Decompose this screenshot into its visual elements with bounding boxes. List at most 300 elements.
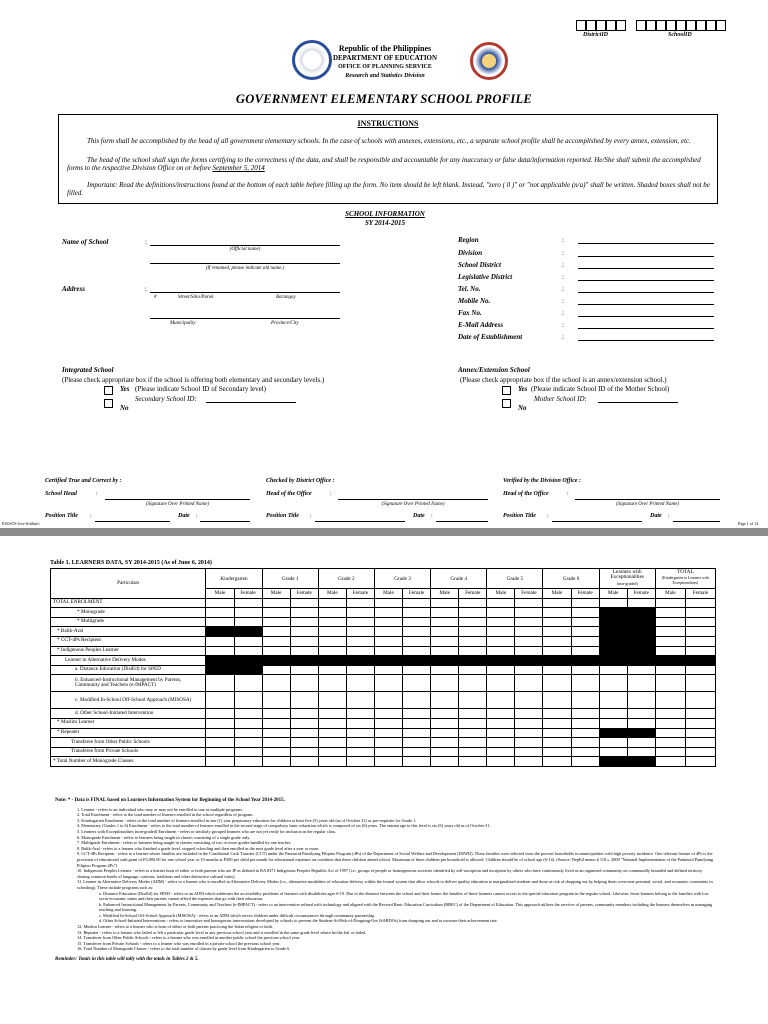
data-cell[interactable] <box>599 709 627 719</box>
data-cell[interactable] <box>459 728 487 738</box>
data-cell[interactable] <box>655 675 685 692</box>
data-cell[interactable] <box>346 636 374 646</box>
municipality-province-field[interactable] <box>150 318 340 319</box>
data-cell[interactable] <box>290 636 318 646</box>
data-cell[interactable] <box>459 665 487 675</box>
data-cell[interactable] <box>206 646 234 656</box>
data-cell[interactable] <box>571 665 599 675</box>
data-cell[interactable] <box>431 728 459 738</box>
data-cell[interactable] <box>431 692 459 709</box>
data-cell[interactable] <box>487 627 515 637</box>
data-cell[interactable] <box>290 665 318 675</box>
data-cell[interactable] <box>515 692 543 709</box>
data-cell[interactable] <box>685 757 715 767</box>
data-cell[interactable] <box>515 665 543 675</box>
data-cell[interactable] <box>290 757 318 767</box>
data-cell[interactable] <box>318 608 346 618</box>
data-cell[interactable] <box>346 617 374 627</box>
legislative-district-field[interactable] <box>578 280 714 281</box>
data-cell[interactable] <box>374 636 402 646</box>
data-cell[interactable] <box>290 728 318 738</box>
position-field-3[interactable] <box>552 521 642 522</box>
data-cell[interactable] <box>571 627 599 637</box>
data-cell[interactable] <box>599 718 627 728</box>
data-cell[interactable] <box>543 646 571 656</box>
data-cell[interactable] <box>543 608 571 618</box>
data-cell[interactable] <box>459 675 487 692</box>
data-cell[interactable] <box>403 692 431 709</box>
data-cell[interactable] <box>459 757 487 767</box>
data-cell[interactable] <box>403 636 431 646</box>
data-cell[interactable] <box>627 718 655 728</box>
division-text: Research and Statistics Division <box>345 73 425 79</box>
position-field-2[interactable] <box>315 521 405 522</box>
data-cell[interactable] <box>262 728 290 738</box>
data-cell[interactable] <box>571 636 599 646</box>
definition-item: 16. Total Number of Monograde Classes - refers to the total number of classes by grade level from Kindergarten to Grade 6. <box>77 946 291 952</box>
data-cell[interactable] <box>262 738 290 748</box>
data-cell[interactable] <box>318 598 346 608</box>
data-cell[interactable] <box>655 646 685 656</box>
data-cell[interactable] <box>403 738 431 748</box>
data-cell[interactable] <box>374 709 402 719</box>
division-field[interactable] <box>578 256 714 257</box>
data-cell[interactable] <box>599 675 627 692</box>
data-cell[interactable] <box>459 598 487 608</box>
data-cell[interactable] <box>571 608 599 618</box>
data-cell[interactable] <box>487 738 515 748</box>
region-field[interactable] <box>578 243 714 244</box>
data-cell[interactable] <box>206 598 234 608</box>
data-cell[interactable] <box>571 646 599 656</box>
data-cell[interactable] <box>515 675 543 692</box>
data-cell[interactable] <box>599 747 627 757</box>
data-cell[interactable] <box>403 709 431 719</box>
data-cell[interactable] <box>234 617 262 627</box>
data-cell[interactable] <box>627 598 655 608</box>
data-cell[interactable] <box>234 728 262 738</box>
data-cell[interactable] <box>206 608 234 618</box>
data-cell[interactable] <box>403 646 431 656</box>
data-cell[interactable] <box>487 598 515 608</box>
data-cell[interactable] <box>206 675 234 692</box>
data-cell[interactable] <box>234 757 262 767</box>
data-cell[interactable] <box>487 718 515 728</box>
data-cell[interactable] <box>627 665 655 675</box>
data-cell[interactable] <box>571 747 599 757</box>
data-cell[interactable] <box>234 718 262 728</box>
data-cell[interactable] <box>571 728 599 738</box>
data-cell[interactable] <box>459 627 487 637</box>
data-cell[interactable] <box>515 627 543 637</box>
data-cell[interactable] <box>262 692 290 709</box>
data-cell[interactable] <box>431 718 459 728</box>
data-cell[interactable] <box>431 747 459 757</box>
data-cell[interactable] <box>431 608 459 618</box>
data-cell[interactable] <box>655 728 685 738</box>
data-cell[interactable] <box>685 636 715 646</box>
data-cell[interactable] <box>262 718 290 728</box>
data-cell[interactable] <box>685 627 715 637</box>
data-cell[interactable] <box>234 709 262 719</box>
data-cell[interactable] <box>655 608 685 618</box>
data-cell[interactable] <box>515 636 543 646</box>
data-cell[interactable] <box>374 728 402 738</box>
data-cell[interactable] <box>655 747 685 757</box>
data-cell[interactable] <box>262 598 290 608</box>
data-cell[interactable] <box>346 718 374 728</box>
data-cell[interactable] <box>487 675 515 692</box>
street-address-field[interactable] <box>150 292 340 293</box>
data-cell[interactable] <box>318 665 346 675</box>
data-cell[interactable] <box>318 636 346 646</box>
data-cell[interactable] <box>346 646 374 656</box>
data-cell[interactable] <box>262 646 290 656</box>
data-cell[interactable] <box>318 747 346 757</box>
fax-label: Fax No. <box>458 309 482 317</box>
data-cell[interactable] <box>290 646 318 656</box>
table-row <box>51 675 716 692</box>
data-cell[interactable] <box>543 617 571 627</box>
colon: : <box>562 297 564 305</box>
data-cell[interactable] <box>627 747 655 757</box>
data-cell[interactable] <box>262 709 290 719</box>
data-cell[interactable] <box>515 718 543 728</box>
data-cell[interactable] <box>290 675 318 692</box>
data-cell[interactable] <box>290 627 318 637</box>
data-cell[interactable] <box>206 757 234 767</box>
data-cell[interactable] <box>599 665 627 675</box>
data-cell[interactable] <box>685 747 715 757</box>
data-cell[interactable] <box>459 718 487 728</box>
data-cell[interactable] <box>206 718 234 728</box>
data-cell[interactable] <box>431 646 459 656</box>
data-cell[interactable] <box>290 747 318 757</box>
data-cell[interactable] <box>403 718 431 728</box>
tel-field[interactable] <box>578 292 714 293</box>
data-cell[interactable] <box>571 718 599 728</box>
data-cell[interactable] <box>234 747 262 757</box>
data-cell[interactable] <box>431 665 459 675</box>
data-cell[interactable] <box>543 692 571 709</box>
data-cell[interactable] <box>374 757 402 767</box>
data-cell[interactable] <box>543 738 571 748</box>
data-cell[interactable] <box>655 627 685 637</box>
email-field[interactable] <box>578 328 714 329</box>
data-cell[interactable] <box>346 738 374 748</box>
data-cell[interactable] <box>290 738 318 748</box>
division-signature-field[interactable] <box>575 499 720 500</box>
row-label: * Multigrade <box>51 617 206 627</box>
data-cell[interactable] <box>431 617 459 627</box>
data-cell[interactable] <box>346 757 374 767</box>
address-label: Address <box>62 285 85 293</box>
email-label: E-Mail Address <box>458 321 504 329</box>
data-cell[interactable] <box>515 598 543 608</box>
data-cell[interactable] <box>543 636 571 646</box>
data-cell[interactable] <box>403 665 431 675</box>
data-cell[interactable] <box>403 757 431 767</box>
date-field-2[interactable] <box>436 521 488 522</box>
data-cell[interactable] <box>459 709 487 719</box>
data-cell[interactable] <box>543 718 571 728</box>
date-established-field[interactable] <box>578 340 714 341</box>
data-cell[interactable] <box>374 617 402 627</box>
data-cell[interactable] <box>346 665 374 675</box>
data-cell[interactable] <box>431 636 459 646</box>
data-cell[interactable] <box>374 718 402 728</box>
data-cell[interactable] <box>685 598 715 608</box>
data-cell[interactable] <box>318 738 346 748</box>
annex-yes-checkbox[interactable] <box>502 386 511 395</box>
data-cell[interactable] <box>487 747 515 757</box>
data-cell[interactable] <box>290 598 318 608</box>
fax-field[interactable] <box>578 316 714 317</box>
data-cell[interactable] <box>543 728 571 738</box>
data-cell[interactable] <box>346 608 374 618</box>
data-cell[interactable] <box>206 636 234 646</box>
data-cell[interactable] <box>318 718 346 728</box>
data-cell[interactable] <box>206 747 234 757</box>
data-cell[interactable] <box>346 728 374 738</box>
data-cell[interactable] <box>459 738 487 748</box>
data-cell[interactable] <box>346 747 374 757</box>
data-cell[interactable] <box>206 709 234 719</box>
data-cell[interactable] <box>487 646 515 656</box>
data-cell[interactable] <box>290 617 318 627</box>
data-cell[interactable] <box>374 665 402 675</box>
data-cell[interactable] <box>685 665 715 675</box>
data-cell[interactable] <box>685 709 715 719</box>
data-cell[interactable] <box>262 608 290 618</box>
data-cell[interactable] <box>515 646 543 656</box>
data-cell[interactable] <box>374 627 402 637</box>
data-cell[interactable] <box>487 665 515 675</box>
data-cell[interactable] <box>487 608 515 618</box>
data-cell[interactable] <box>403 598 431 608</box>
data-cell[interactable] <box>318 728 346 738</box>
data-cell[interactable] <box>318 709 346 719</box>
data-cell[interactable] <box>206 738 234 748</box>
data-cell[interactable] <box>234 738 262 748</box>
data-cell[interactable] <box>627 709 655 719</box>
data-cell[interactable] <box>290 718 318 728</box>
data-cell[interactable] <box>431 738 459 748</box>
data-cell[interactable] <box>262 665 290 675</box>
data-cell[interactable] <box>571 675 599 692</box>
data-cell[interactable] <box>459 608 487 618</box>
data-cell[interactable] <box>206 692 234 709</box>
mother-id-field[interactable] <box>598 402 678 403</box>
data-cell[interactable] <box>571 709 599 719</box>
data-cell[interactable] <box>487 757 515 767</box>
data-cell[interactable] <box>685 692 715 709</box>
data-cell <box>459 656 487 666</box>
data-cell[interactable] <box>655 665 685 675</box>
data-cell[interactable] <box>655 757 685 767</box>
position-field-1[interactable] <box>95 521 170 522</box>
data-cell[interactable] <box>685 728 715 738</box>
data-cell[interactable] <box>346 675 374 692</box>
data-cell[interactable] <box>571 598 599 608</box>
data-cell[interactable] <box>655 636 685 646</box>
data-cell[interactable] <box>487 728 515 738</box>
data-cell <box>234 627 262 637</box>
annex-no-checkbox[interactable] <box>502 399 511 408</box>
data-cell[interactable] <box>431 709 459 719</box>
data-cell[interactable] <box>234 692 262 709</box>
data-cell[interactable] <box>403 728 431 738</box>
data-cell[interactable] <box>459 692 487 709</box>
data-cell[interactable] <box>374 598 402 608</box>
data-cell[interactable] <box>599 738 627 748</box>
data-cell[interactable] <box>515 617 543 627</box>
school-district-field[interactable] <box>578 268 714 269</box>
data-cell[interactable] <box>571 757 599 767</box>
data-cell[interactable] <box>487 692 515 709</box>
data-cell[interactable] <box>374 747 402 757</box>
table-row <box>51 728 716 738</box>
data-cell[interactable] <box>431 675 459 692</box>
data-cell[interactable] <box>318 675 346 692</box>
data-cell[interactable] <box>431 757 459 767</box>
data-cell[interactable] <box>234 675 262 692</box>
data-cell[interactable] <box>262 675 290 692</box>
data-cell[interactable] <box>515 608 543 618</box>
data-cell <box>543 656 571 666</box>
data-cell[interactable] <box>262 757 290 767</box>
data-cell[interactable] <box>655 709 685 719</box>
data-cell[interactable] <box>459 646 487 656</box>
data-cell[interactable] <box>262 617 290 627</box>
data-cell[interactable] <box>515 757 543 767</box>
data-cell[interactable] <box>290 709 318 719</box>
data-cell[interactable] <box>487 636 515 646</box>
data-cell[interactable] <box>655 692 685 709</box>
data-cell[interactable] <box>571 738 599 748</box>
checked-label: Checked by District Office : <box>266 478 335 484</box>
data-cell[interactable] <box>374 692 402 709</box>
date-field-3[interactable] <box>673 521 720 522</box>
data-cell[interactable] <box>543 747 571 757</box>
old-name-field[interactable] <box>150 263 340 264</box>
school-name-field[interactable] <box>150 245 340 246</box>
data-cell[interactable] <box>515 709 543 719</box>
learners-data-table <box>50 568 716 767</box>
data-cell[interactable] <box>206 617 234 627</box>
date-field-1[interactable] <box>200 521 250 522</box>
data-cell[interactable] <box>290 608 318 618</box>
data-cell[interactable] <box>431 627 459 637</box>
verified-label: Verified by the Division Office : <box>503 478 582 484</box>
data-cell[interactable] <box>346 692 374 709</box>
data-cell[interactable] <box>262 636 290 646</box>
data-cell[interactable] <box>543 709 571 719</box>
data-cell[interactable] <box>262 747 290 757</box>
data-cell[interactable] <box>318 617 346 627</box>
data-cell[interactable] <box>318 646 346 656</box>
data-cell[interactable] <box>459 747 487 757</box>
data-cell[interactable] <box>571 617 599 627</box>
integrated-no-checkbox[interactable] <box>104 399 113 408</box>
data-cell[interactable] <box>487 709 515 719</box>
data-cell[interactable] <box>685 718 715 728</box>
data-cell[interactable] <box>346 709 374 719</box>
data-cell[interactable] <box>290 692 318 709</box>
data-cell[interactable] <box>206 728 234 738</box>
data-cell[interactable] <box>403 747 431 757</box>
data-cell[interactable] <box>403 617 431 627</box>
data-cell[interactable] <box>346 627 374 637</box>
data-cell[interactable] <box>685 608 715 618</box>
data-cell[interactable] <box>543 627 571 637</box>
data-cell[interactable] <box>655 738 685 748</box>
data-cell[interactable] <box>627 675 655 692</box>
data-cell[interactable] <box>234 636 262 646</box>
data-cell[interactable] <box>685 646 715 656</box>
data-cell[interactable] <box>403 608 431 618</box>
data-cell[interactable] <box>459 636 487 646</box>
data-cell[interactable] <box>431 598 459 608</box>
data-cell[interactable] <box>487 617 515 627</box>
data-cell[interactable] <box>234 608 262 618</box>
data-cell[interactable] <box>374 675 402 692</box>
school-head-signature-field[interactable] <box>105 499 250 500</box>
data-cell[interactable] <box>655 617 685 627</box>
male-header: Male <box>318 589 346 599</box>
data-cell[interactable] <box>374 608 402 618</box>
data-cell[interactable] <box>234 646 262 656</box>
data-cell[interactable] <box>374 646 402 656</box>
district-signature-field[interactable] <box>338 499 488 500</box>
data-cell[interactable] <box>627 738 655 748</box>
data-cell[interactable] <box>318 757 346 767</box>
data-cell[interactable] <box>685 617 715 627</box>
data-cell[interactable] <box>655 598 685 608</box>
data-cell[interactable] <box>515 738 543 748</box>
integrated-yes-checkbox[interactable] <box>104 386 113 395</box>
data-cell[interactable] <box>627 692 655 709</box>
data-cell[interactable] <box>318 627 346 637</box>
data-cell[interactable] <box>543 598 571 608</box>
data-cell[interactable] <box>318 692 346 709</box>
position-label: Position Title <box>503 513 536 519</box>
data-cell[interactable] <box>599 598 627 608</box>
data-cell[interactable] <box>543 757 571 767</box>
data-cell[interactable] <box>403 675 431 692</box>
data-cell[interactable] <box>685 738 715 748</box>
data-cell[interactable] <box>599 692 627 709</box>
data-cell[interactable] <box>234 598 262 608</box>
data-cell[interactable] <box>685 675 715 692</box>
data-cell[interactable] <box>459 617 487 627</box>
data-cell[interactable] <box>262 627 290 637</box>
data-cell <box>627 617 655 627</box>
data-cell[interactable] <box>515 728 543 738</box>
data-cell[interactable] <box>543 665 571 675</box>
data-cell[interactable] <box>543 675 571 692</box>
data-cell[interactable] <box>571 692 599 709</box>
secondary-id-field[interactable] <box>206 402 296 403</box>
data-cell[interactable] <box>346 598 374 608</box>
mobile-field[interactable] <box>578 304 714 305</box>
data-cell[interactable] <box>403 627 431 637</box>
house-number-caption: # <box>154 295 157 300</box>
data-cell[interactable] <box>655 718 685 728</box>
data-cell[interactable] <box>374 738 402 748</box>
definition-item: 1. Learner - refers to an individual who may or may not be enrolled in one or multiple programs. <box>77 806 244 812</box>
data-cell[interactable] <box>515 747 543 757</box>
